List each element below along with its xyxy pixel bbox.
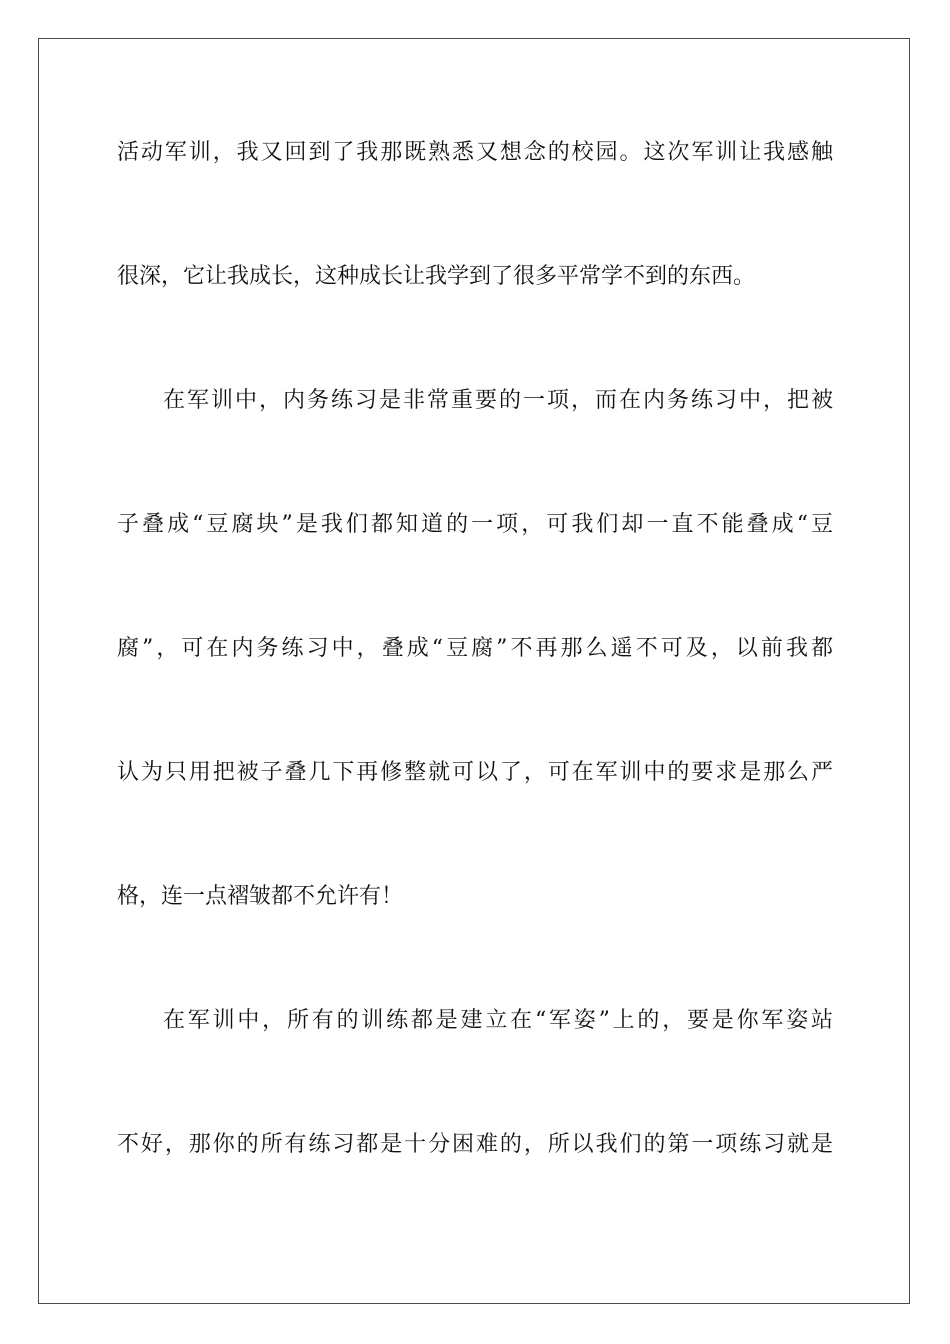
paragraph-3-line-2: 不好，那你的所有练习都是十分困难的，所以我们的第一项练习就是: [117, 1132, 833, 1157]
paragraph-3-line-1: 在军训中，所有的训练都是建立在“军姿”上的，要是你军姿站: [163, 1008, 833, 1033]
paragraph-2-line-1: 在军训中，内务练习是非常重要的一项，而在内务练习中，把被: [163, 388, 833, 413]
paragraph-1-line-1: 活动军训，我又回到了我那既熟悉又想念的校园。这次军训让我感触: [117, 140, 833, 165]
paragraph-2-line-4: 认为只用把被子叠几下再修整就可以了，可在军训中的要求是那么严: [117, 760, 833, 785]
page-border: [38, 38, 910, 1304]
paragraph-1-line-2: 很深，它让我成长，这种成长让我学到了很多平常学不到的东西。: [117, 264, 756, 289]
paragraph-2-line-2: 子叠成“豆腐块”是我们都知道的一项，可我们却一直不能叠成“豆: [117, 512, 833, 537]
paragraph-2-line-5: 格，连一点褶皱都不允许有！: [117, 884, 404, 909]
paragraph-2-line-3: 腐”，可在内务练习中，叠成“豆腐”不再那么遥不可及，以前我都: [117, 636, 833, 661]
